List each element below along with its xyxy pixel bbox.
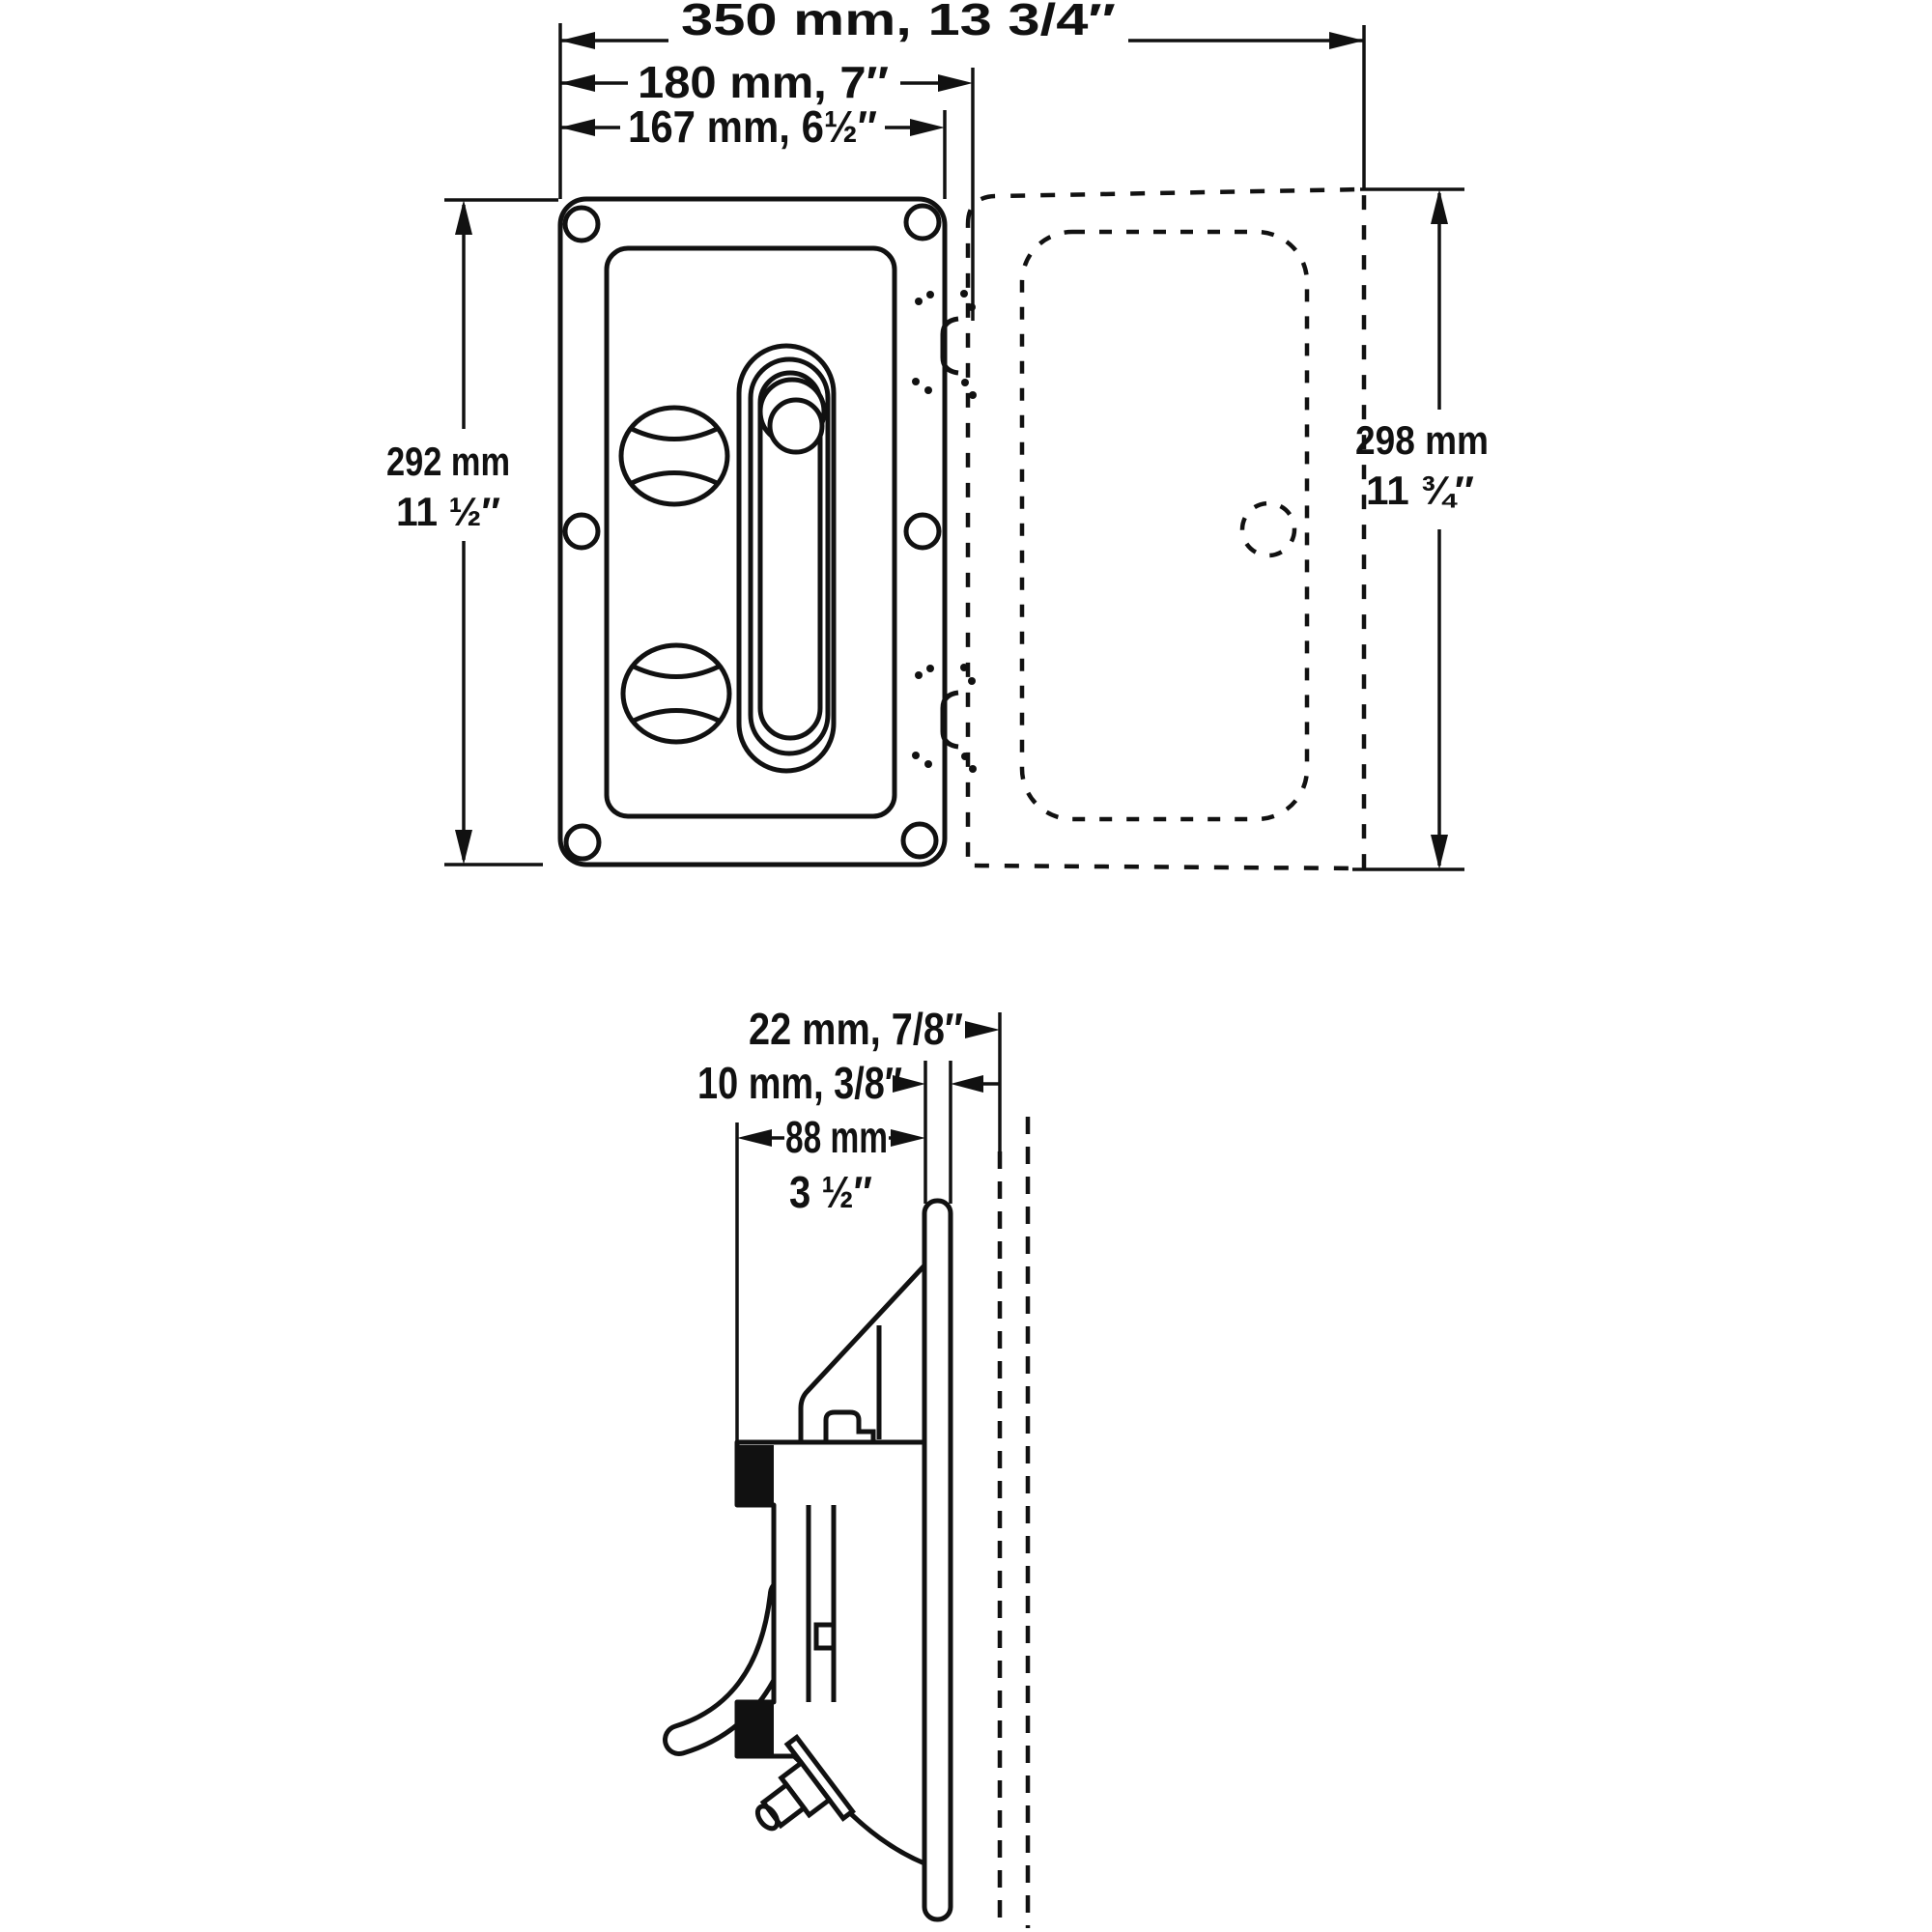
label-10mm: 10 mm, 3/8″: [697, 1058, 902, 1108]
dim-plate-offset: [697, 1058, 999, 1108]
dim-hinge-width: [560, 57, 973, 107]
door-knob-dashed: [1242, 503, 1294, 555]
label-180mm: 180 mm, 7″: [638, 57, 889, 107]
label-298mm: 298 mm: [1355, 417, 1489, 463]
front-view: [386, 0, 1489, 869]
dim-panel-width: [560, 101, 945, 152]
label-88mm: 88 mm: [785, 1112, 888, 1162]
seal-block-upper: [737, 1445, 774, 1503]
cover-plate: [924, 1201, 951, 1919]
label-292mm: 292 mm: [386, 439, 510, 484]
spout-outlet-inner: [770, 400, 822, 452]
label-350mm: 350 mm, 13 3/4″: [681, 0, 1116, 44]
dim-body-depth: [737, 1112, 925, 1217]
valve-body: [737, 1265, 924, 1863]
side-view: [679, 1004, 1028, 1928]
seal-block-lower: [737, 1704, 774, 1755]
door-outline-dashed: [968, 189, 1364, 868]
label-298mm-in: 11 ¾″: [1366, 468, 1474, 513]
label-292mm-in: 11 ½″: [396, 489, 500, 534]
door-inner-outline-dashed: [1022, 232, 1307, 819]
label-88mm-in: 3 ½″: [789, 1167, 872, 1217]
label-22mm: 22 mm, 7/8″: [749, 1004, 963, 1054]
dim-panel-height: [386, 200, 558, 865]
dim-cover-depth: [749, 1004, 1000, 1054]
dim-overall-width: [560, 0, 1364, 49]
label-167mm: 167 mm, 6½″: [628, 101, 877, 152]
dim-door-height: [1352, 189, 1489, 869]
